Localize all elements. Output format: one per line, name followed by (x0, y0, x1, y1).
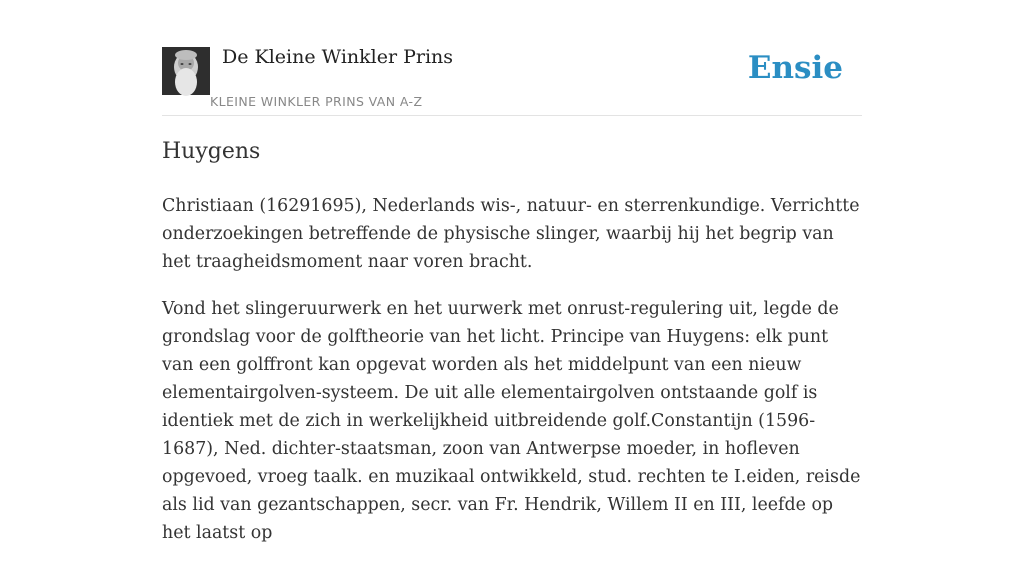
article-title: Huygens (162, 139, 261, 164)
article-body (162, 192, 862, 566)
portrait-image (162, 47, 210, 95)
article-paragraph: Vond het slingeruurwerk en het uurwerk met onrust-regulering uit, legde de grondslag voor de golftheorie van het licht. Principe van Huygens: elk punt van een golffront kan opgevat worden als het middelpunt van een nieuw elementairgolven-systeem. De uit alle elementairgolven ontstaande golf is identiek met de zich in werkelijkheid uitbreidende golf.Constantijn (1596-1687), Ned. dichter-staatsman, zoon van Antwerpse moeder, in hofleven opgevoed, vroeg taalk. en muzikaal ontwikkeld, stud. rechten te I.eiden, reisde als lid van gezantschappen, secr. van Fr. Hendrik, Willem II en III, leefde op het laatst op (162, 299, 861, 543)
source-title[interactable]: De Kleine Winkler Prins (222, 46, 454, 68)
avatar[interactable] (162, 47, 210, 95)
header (162, 44, 862, 116)
brand-logo[interactable]: Ensie (747, 50, 843, 86)
article-paragraph: Christiaan (16291695), Nederlands wis-, natuur- en sterrenkundige. Verrichtte onderzoekingen betreffende de physische slinger, waarbij hij het begrip van het traagheidsmoment naar voren bracht. (162, 196, 860, 272)
source-subtitle[interactable]: KLEINE WINKLER PRINS VAN A-Z (210, 94, 423, 109)
